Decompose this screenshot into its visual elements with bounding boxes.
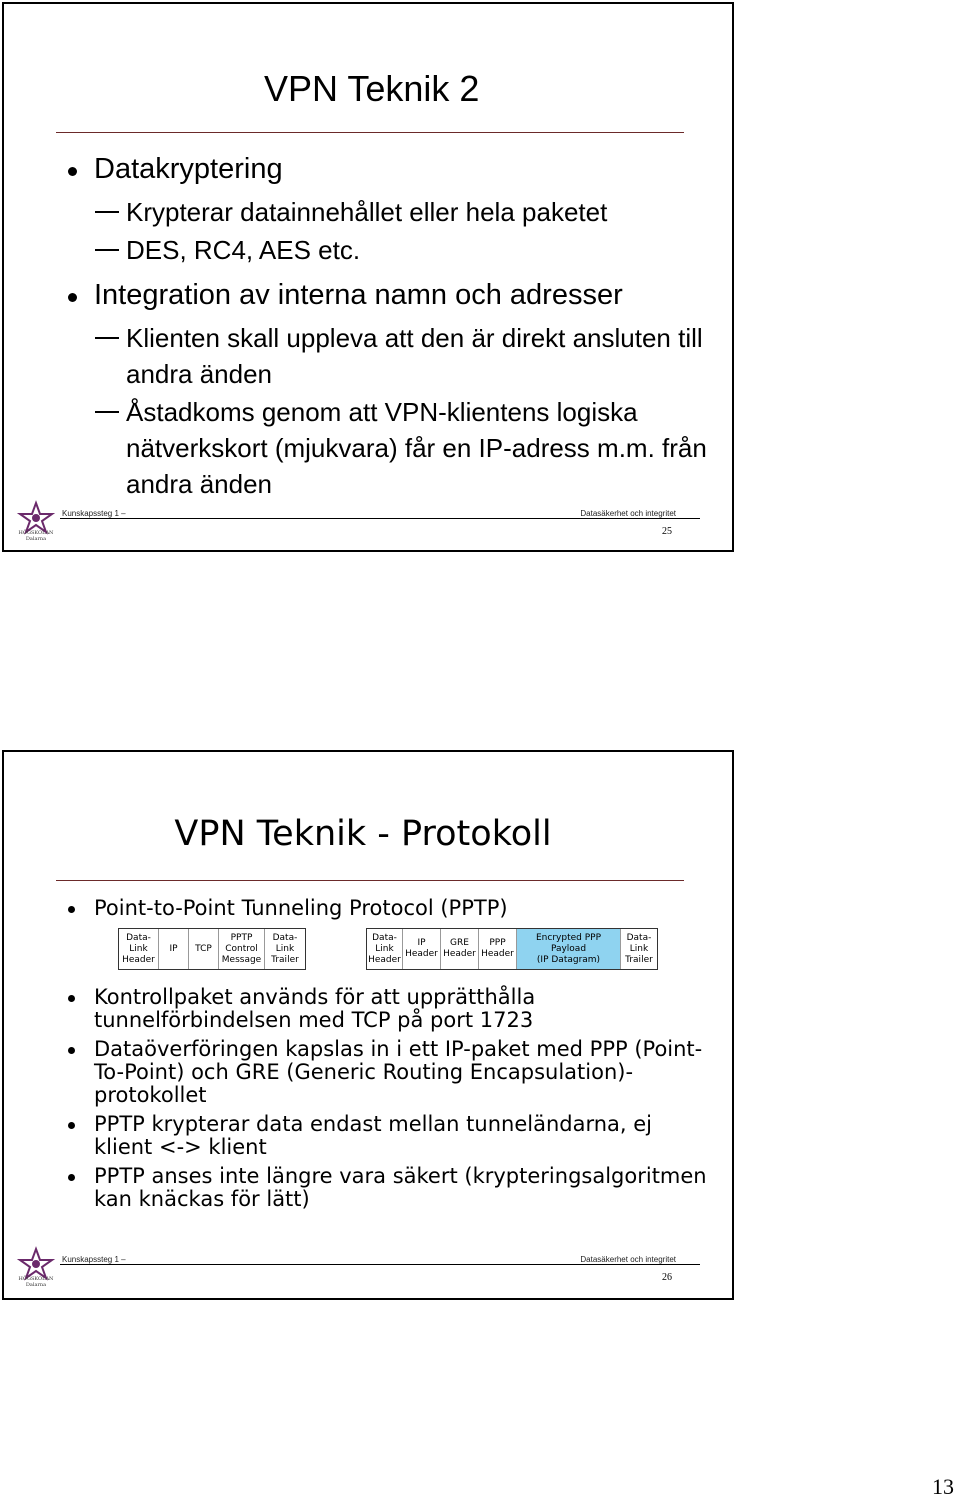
sub-bullet: Krypterar datainnehållet eller hela paketet	[62, 194, 712, 230]
slide-title: VPN Teknik - Protokoll	[174, 814, 552, 854]
footer-subject: Datasäkerhet och integritet	[580, 1255, 676, 1264]
bullet: PPTP anses inte längre vara säkert (krypteringsalgoritmen kan knäckas för lätt)	[62, 1165, 712, 1211]
footer-subject: Datasäkerhet och integritet	[580, 509, 676, 518]
bullet: PPTP krypterar data endast mellan tunneländarna, ej klient <-> klient	[62, 1113, 712, 1159]
packet-cell: Data- Link Trailer	[625, 932, 653, 965]
packet-cell: PPP Header	[479, 929, 517, 969]
footer-divider	[60, 518, 700, 519]
packet-cell: Data- Link Trailer	[271, 932, 299, 965]
bullet: Kontrollpaket används för att upprätthålla tunnelförbindelsen med TCP på port 1723	[62, 986, 712, 1032]
packet-cell: Data- Link Header	[119, 929, 159, 969]
title-divider	[56, 880, 684, 881]
packet-cell: IP Header	[403, 929, 441, 969]
bullet: Dataöverföringen kapslas in i ett IP-paket med PPP (Point-To-Point) och GRE (Generic Routing Encapsulation)-protokollet	[62, 1038, 712, 1107]
slide-25	[2, 2, 734, 552]
pptp-packet-diagram	[62, 928, 712, 972]
sub-bullet: DES, RC4, AES etc.	[62, 232, 712, 268]
packet-cell: TCP	[189, 929, 219, 969]
packet-cell: IP	[159, 929, 189, 969]
logo-text: HÖGSKOLAN Dalarna	[18, 530, 54, 542]
sub-bullet: Klienten skall uppleva att den är direkt ansluten till andra änden	[62, 320, 712, 392]
slide-body	[62, 152, 712, 504]
encrypted-payload-cell: Encrypted PPP Payload (IP Datagram)	[517, 929, 621, 969]
footer-course: Kunskapssteg 1 –	[62, 1255, 126, 1264]
footer-divider	[60, 1264, 700, 1265]
slide-body	[62, 897, 712, 1217]
slide-number: 26	[662, 1272, 672, 1283]
slide-title: VPN Teknik 2	[264, 68, 480, 109]
logo-text: HÖGSKOLAN Dalarna	[18, 1276, 54, 1288]
control-packet	[118, 928, 306, 970]
packet-cell: Data- Link Header	[367, 929, 403, 969]
slide-26	[2, 750, 734, 1300]
slide-number: 25	[662, 526, 672, 537]
packet-cell: GRE Header	[441, 929, 479, 969]
packet-cell: PPTP Control Message	[219, 929, 265, 969]
data-packet	[366, 928, 658, 970]
page-number: 13	[932, 1474, 954, 1499]
title-divider	[56, 132, 684, 133]
footer-course: Kunskapssteg 1 –	[62, 509, 126, 518]
bullet-datakryptering: Datakryptering	[62, 152, 712, 186]
bullet-integration: Integration av interna namn och adresser	[62, 278, 712, 312]
sub-bullet: Åstadkoms genom att VPN-klientens logiska nätverkskort (mjukvara) får en IP-adress m.m. från andra änden	[62, 394, 712, 502]
bullet-pptp: Point-to-Point Tunneling Protocol (PPTP)	[62, 897, 712, 920]
